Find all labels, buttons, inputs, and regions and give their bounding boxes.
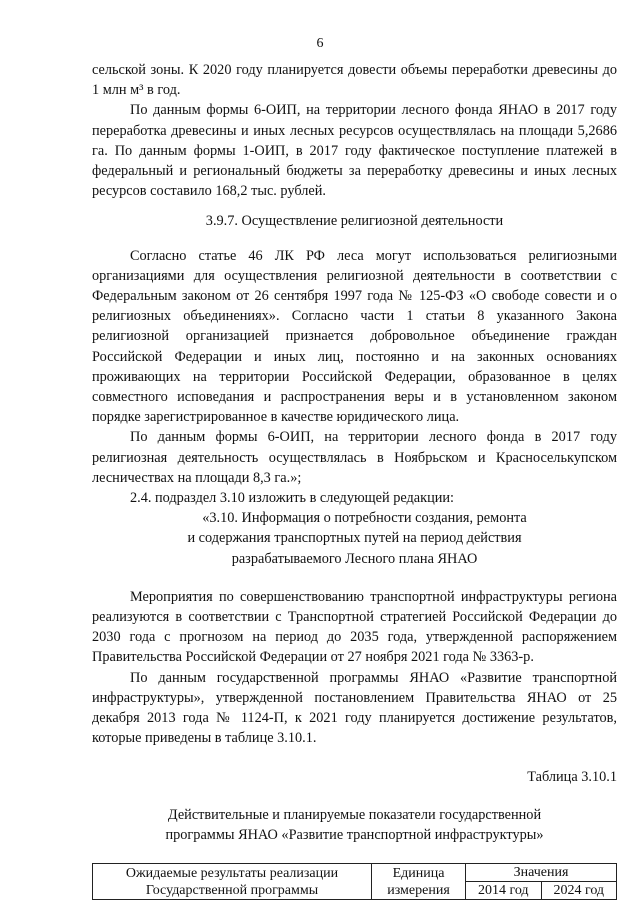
section-heading-3-9-7: 3.9.7. Осуществление религиозной деятельности [205, 213, 504, 230]
header-year-2024: 2024 год [541, 882, 617, 900]
table-header-row-1 [93, 864, 617, 882]
table-label: Таблица 3.10.1 [527, 768, 617, 785]
paragraph-6oip-religious: По данным формы 6-ОИП, на территории лесного фонда в 2017 году религиозная деятельность осуществлялась в Ноябрьском и Красноселькупском лесничествах на площади 8,3 га.»; [92, 429, 617, 486]
header-unit: Единица измерения [372, 864, 466, 900]
paragraph-state-program: По данным государственной программы ЯНАО «Развитие транспортной инфраструктуры», утвержденной постановлением Правительства ЯНАО от 25 декабря 2013 года № 1124-П, к 2021 году планируется достижение результатов, которые приведены в таблице 3.10.1. [92, 669, 617, 747]
page-number: 6 [316, 36, 324, 51]
paragraph-continuation: сельской зоны. К 2020 году планируется довести объемы переработки древесины до 1 млн м³ в год. [92, 62, 617, 99]
header-year-2014: 2014 год [466, 882, 542, 900]
table-caption-line-2: программы ЯНАО «Развитие транспортной инфраструктуры» [165, 826, 544, 843]
document-body [92, 60, 617, 900]
header-values: Значения [466, 864, 617, 882]
header-expected-results: Ожидаемые результаты реализации Государственной программы [93, 864, 372, 900]
indicators-table [92, 863, 617, 900]
paragraph-religious-activity: Согласно статье 46 ЛК РФ леса могут использоваться религиозными организациями для осуществления религиозной деятельности в соответствии с Федеральным законом от 26 сентября 1997 года № 125-ФЗ «О свободе совести и о религиозных объединениях». Согласно части 1 статьи 8 указанного Закона религиозной организацией признается добровольное объединение граждан Российской Федерации и иных лиц, постоянно и на законных основаниях проживающих на территории Российской Федерации, образованное в целях совместного исповедания и распространения веры и в установленном законом порядке зарегистрированное в качестве юридического лица. [92, 247, 617, 426]
subsection-title-line-2: и содержания транспортных путей на период действия [187, 530, 522, 547]
paragraph-amendment-2-4: 2.4. подраздел 3.10 изложить в следующей редакции: [130, 490, 455, 507]
paragraph-transport-strategy: Мероприятия по совершенствованию транспортной инфраструктуры региона реализуются в соответствии с Транспортной стратегией Российской Федерации до 2030 года с прогнозом на период до 2035 года, утвержденной распоряжением Правительства Российской Федерации от 27 ноября 2021 года № 3363-р. [92, 588, 617, 666]
paragraph-6oip-processing: По данным формы 6-ОИП, на территории лесного фонда ЯНАО в 2017 году переработка древесины и иных лесных ресурсов осуществлялась на площади 5,2686 га. По данным формы 1-ОИП, в 2017 году фактическое поступление платежей в федеральный и региональный бюджеты за переработку древесины и иных лесных ресурсов составило 168,2 тыс. рублей. [92, 102, 617, 200]
table-caption-line-1: Действительные и планируемые показатели государственной [167, 806, 542, 823]
subsection-title-line-3: разрабатываемого Лесного плана ЯНАО [231, 550, 478, 567]
subsection-title-line-1: «3.10. Информация о потребности создания, ремонта [202, 510, 527, 527]
